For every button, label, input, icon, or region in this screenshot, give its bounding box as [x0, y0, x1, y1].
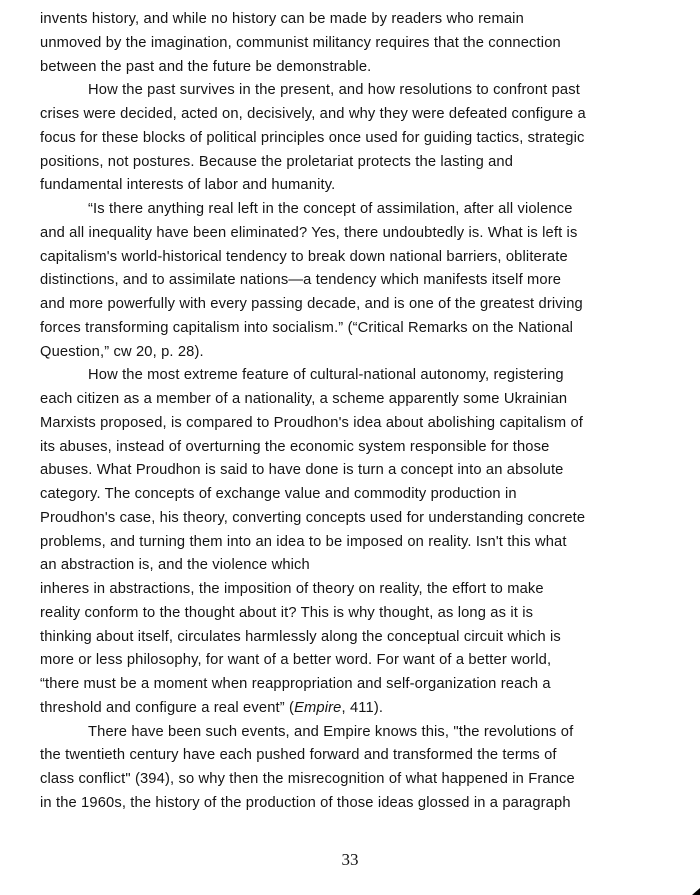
book-title-empire: Empire — [294, 699, 342, 716]
text-line: and all inequality have been eliminated? Yes, there undoubtedly is. What is left is — [40, 224, 578, 241]
text-line: Proudhon's case, his theory, converting concepts used for understanding concrete — [40, 509, 586, 526]
text-line: thinking about itself, circulates harmlessly along the conceptual circuit which is — [40, 628, 561, 645]
text-line: its abuses, instead of overturning the economic system responsible for those — [40, 438, 550, 455]
text-line: positions, not postures. Because the proletariat protects the lasting and — [40, 153, 514, 170]
text-line: between the past and the future be demonstrable. — [40, 58, 372, 75]
text-line: class conflict" (394), so why then the misrecognition of what happened in France — [40, 771, 575, 787]
text-line: inheres in abstractions, the imposition of theory on reality, the effort to make — [40, 581, 544, 597]
text-line: invents history, and while no history can be made by readers who remain — [40, 11, 524, 27]
text-line: crises were decided, acted on, decisively, and why they were defeated configure a — [40, 106, 586, 122]
text-line: distinctions, and to assimilate nations—a tendency which manifests itself more — [40, 272, 562, 289]
text-line-paragraph-start: There have been such events, and Empire knows this, "the revolutions of — [88, 723, 574, 740]
text-line: abuses. What Proudhon is said to have done is turn a concept into an absolute — [40, 462, 564, 479]
page-number: 33 — [341, 850, 359, 869]
citation-pre-text: threshold and configure a real event” ( — [40, 699, 295, 716]
text-line: and more powerfully with every passing decade, and is one of the greatest driving — [40, 296, 583, 312]
text-line: reality conform to the thought about it? This is why thought, as long as it is — [40, 604, 534, 621]
text-line: in the 1960s, the history of the production of those ideas glossed in a paragraph — [40, 794, 571, 811]
text-line: the twentieth century have each pushed forward and transformed the terms of — [40, 747, 557, 764]
text-line: forces transforming capitalism into socialism.” (“Critical Remarks on the National — [40, 319, 574, 336]
text-line: unmoved by the imagination, communist militancy requires that the connection — [40, 34, 561, 51]
text-line: “there must be a moment when reappropriation and self-organization reach a — [40, 676, 551, 692]
citation-post-text: , 411). — [341, 699, 384, 716]
text-line-paragraph-start: How the most extreme feature of cultural-national autonomy, registering — [88, 367, 564, 384]
text-line: more or less philosophy, for want of a better word. For want of a better world, — [40, 652, 552, 669]
text-line-with-citation — [40, 697, 680, 721]
scan-artifact-bottom-right — [692, 888, 700, 895]
text-line: category. The concepts of exchange value and commodity production in — [40, 486, 517, 502]
text-line: fundamental interests of labor and humanity. — [40, 177, 336, 194]
text-line: an abstraction is, and the violence which — [40, 557, 310, 574]
text-line-paragraph-start: How the past survives in the present, and how resolutions to confront past — [88, 82, 580, 99]
text-line: Marxists proposed, is compared to Proudhon's idea about abolishing capitalism of — [40, 414, 584, 431]
text-line: problems, and turning them into an idea to be imposed on reality. Isn't this what — [40, 533, 567, 550]
text-line: each citizen as a member of a nationality, a scheme apparently some Ukrainian — [40, 391, 568, 407]
text-line: Question,” cw 20, p. 28). — [40, 343, 204, 360]
text-line: focus for these blocks of political principles once used for guiding tactics, strategic — [40, 129, 585, 146]
body-text — [40, 8, 680, 816]
text-line-paragraph-start: “Is there anything real left in the concept of assimilation, after all violence — [88, 201, 573, 217]
text-line: capitalism's world-historical tendency to break down national barriers, obliterate — [40, 248, 568, 265]
